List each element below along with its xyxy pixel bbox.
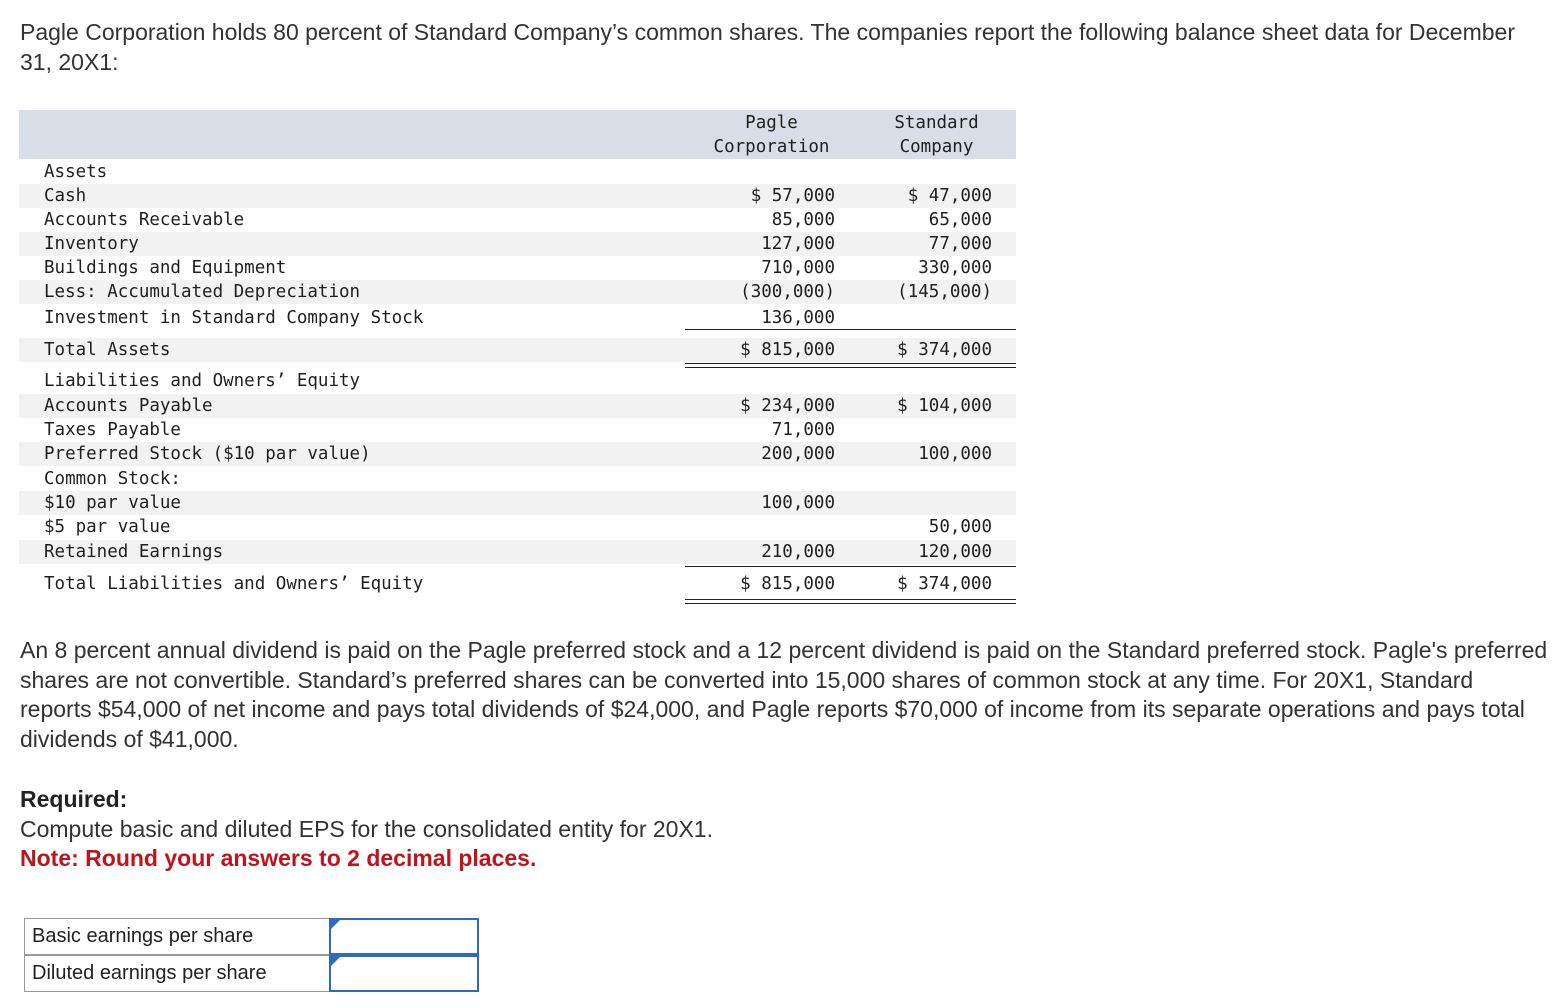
table-row	[19, 491, 1016, 515]
pagle-value: $ 815,000	[740, 340, 835, 360]
table-row	[19, 572, 1016, 596]
row-label: Buildings and Equipment	[44, 258, 287, 278]
pagle-value: $ 234,000	[740, 396, 835, 416]
row-label: Taxes Payable	[44, 420, 181, 440]
total-double-rule	[685, 363, 1016, 368]
row-label: Liabilities and Owners’ Equity	[44, 371, 361, 391]
table-row	[19, 515, 1016, 539]
table-row	[19, 442, 1016, 466]
pagle-value: 100,000	[761, 493, 835, 513]
row-label: $5 par value	[44, 517, 171, 537]
required-section	[20, 785, 1220, 874]
pagle-value: $ 57,000	[750, 186, 835, 206]
diluted-eps-label: Diluted earnings per share	[24, 955, 337, 992]
row-label: Cash	[44, 186, 87, 206]
row-label: Inventory	[44, 234, 139, 254]
standard-value: 65,000	[928, 210, 992, 230]
row-label: Common Stock:	[44, 469, 181, 489]
column-header-standard: Standard Company	[894, 113, 979, 157]
table-row	[19, 369, 1016, 393]
basic-eps-input[interactable]	[329, 918, 479, 955]
pagle-value: 71,000	[771, 420, 835, 440]
pagle-value: 710,000	[761, 258, 835, 278]
row-label: Total Assets	[44, 340, 171, 360]
table-row	[19, 208, 1016, 232]
total-double-rule	[685, 599, 1016, 604]
standard-value: (145,000)	[897, 282, 992, 302]
standard-value: 50,000	[928, 517, 992, 537]
table-row	[19, 338, 1016, 362]
required-heading: Required:	[20, 786, 128, 812]
pagle-value: (300,000)	[740, 282, 835, 302]
table-row	[19, 394, 1016, 418]
balance-sheet-table	[19, 110, 1016, 610]
standard-value: $ 374,000	[897, 574, 992, 594]
row-label: Investment in Standard Company Stock	[44, 308, 424, 328]
subtotal-rule	[685, 566, 1016, 567]
standard-value: 100,000	[918, 444, 992, 464]
row-label: $10 par value	[44, 493, 181, 513]
table-row	[19, 467, 1016, 491]
table-row	[19, 184, 1016, 208]
row-label: Accounts Receivable	[44, 210, 245, 230]
table-row	[19, 232, 1016, 256]
table-row	[19, 306, 1016, 330]
row-label: Total Liabilities and Owners’ Equity	[44, 574, 424, 594]
row-label: Preferred Stock ($10 par value)	[44, 444, 371, 464]
standard-value: 77,000	[928, 234, 992, 254]
row-label: Accounts Payable	[44, 396, 213, 416]
standard-value: 330,000	[918, 258, 992, 278]
table-row	[19, 256, 1016, 280]
table-row	[19, 280, 1016, 304]
row-label: Assets	[44, 162, 108, 182]
intro-paragraph: Pagle Corporation holds 80 percent of Standard Company’s common shares. The companies report the following balance sheet data for December 31, 20X1:	[20, 19, 1515, 75]
pagle-value: 210,000	[761, 542, 835, 562]
pagle-value: 136,000	[761, 308, 835, 328]
pagle-value: 200,000	[761, 444, 835, 464]
table-row	[19, 160, 1016, 184]
subtotal-rule	[685, 329, 1016, 330]
rounding-note: Note: Round your answers to 2 decimal places.	[20, 845, 537, 871]
basic-eps-label: Basic earnings per share	[24, 918, 337, 955]
required-text: Compute basic and diluted EPS for the consolidated entity for 20X1.	[20, 815, 713, 842]
diluted-eps-input[interactable]	[329, 955, 479, 992]
table-header	[19, 110, 1016, 159]
standard-value: $ 374,000	[897, 340, 992, 360]
row-label: Less: Accumulated Depreciation	[44, 282, 361, 302]
answer-row-basic-eps	[24, 918, 481, 955]
pagle-value: $ 815,000	[740, 574, 835, 594]
table-row	[19, 540, 1016, 564]
standard-value: $ 47,000	[907, 186, 992, 206]
standard-value: 120,000	[918, 542, 992, 562]
dividend-paragraph: An 8 percent annual dividend is paid on the Pagle preferred stock and a 12 percent dividend is paid on the Standard preferred stock. Pagle's preferred shares are not convertible. Standard’s preferred shares can be converted into 15,000 shares of common stock at any time. For 20X1, Standard reports $54,000 of net income and pays total dividends of $24,000, and Pagle reports $70,000 of income from its separate operations and pays total dividends of $41,000.	[20, 637, 1548, 752]
column-header-pagle: Pagle Corporation	[713, 113, 830, 157]
pagle-value: 85,000	[771, 210, 835, 230]
row-label: Retained Earnings	[44, 542, 224, 562]
standard-value: $ 104,000	[897, 396, 992, 416]
pagle-value: 127,000	[761, 234, 835, 254]
answer-row-diluted-eps	[24, 955, 481, 992]
table-row	[19, 418, 1016, 442]
